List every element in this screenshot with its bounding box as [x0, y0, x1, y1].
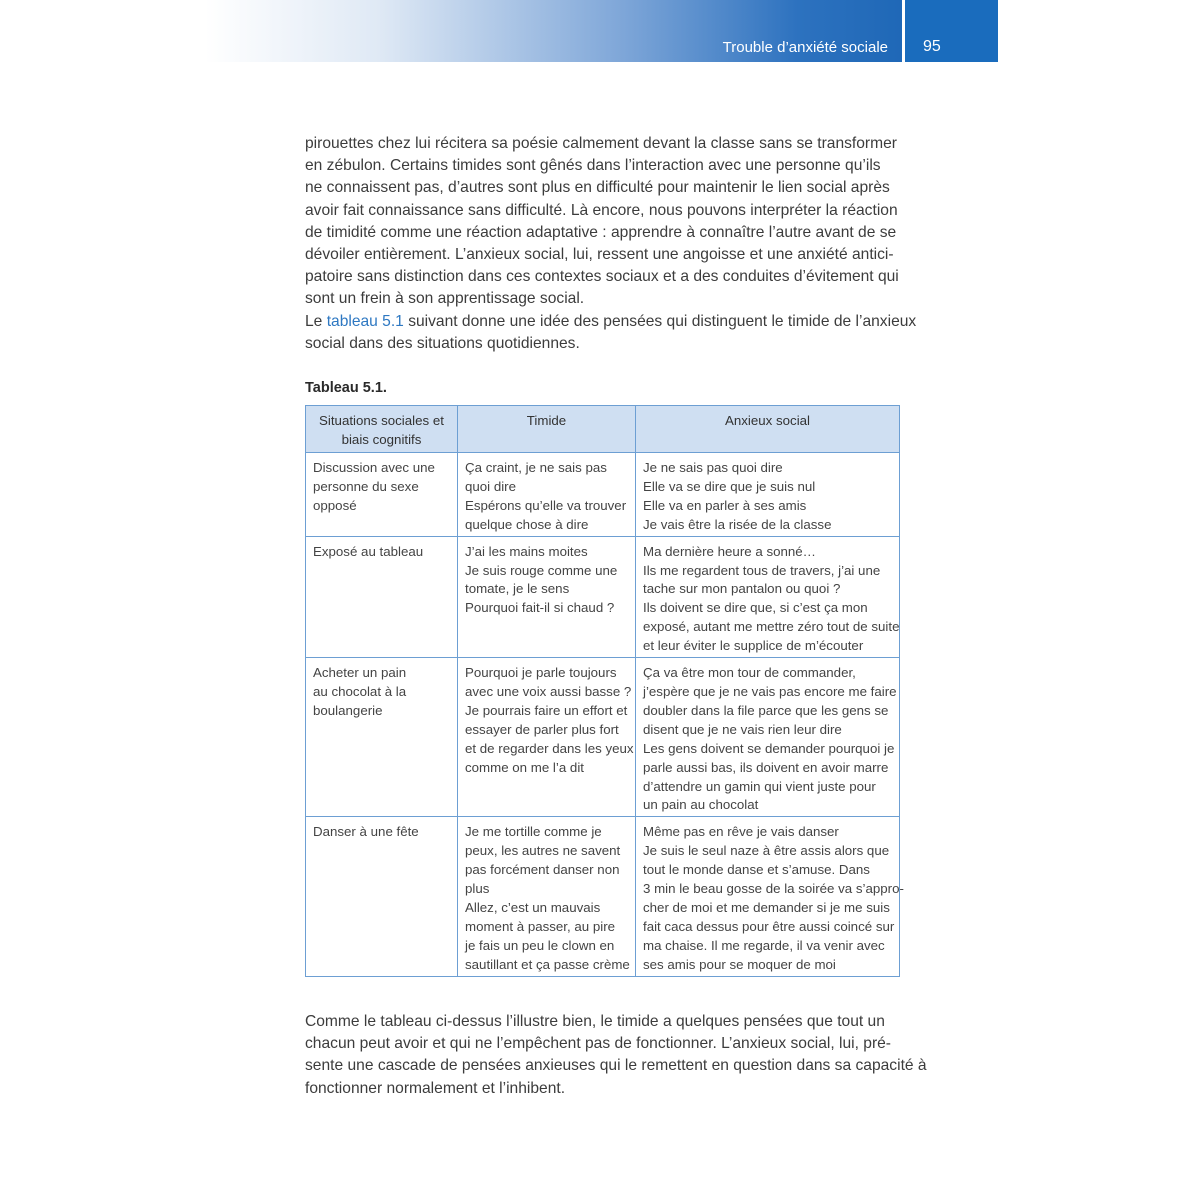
cell-line: 3 min le beau gosse de la soirée va s’appro-: [643, 881, 904, 897]
header-line: biais cognitifs: [341, 431, 422, 447]
cell-line: Espérons qu’elle va trouver: [465, 497, 627, 513]
table-row: [306, 453, 900, 537]
text-line: patoire sans distinction dans ces contextes sociaux et a des conduites d’évitement qui: [305, 268, 899, 286]
cell-line: fait caca dessus pour être aussi coincé sur: [643, 918, 895, 934]
cell-line: disent que je ne vais rien leur dire: [643, 721, 842, 737]
cell-line: Je me tortille comme je: [465, 824, 602, 840]
cell-line: Ils me regardent tous de travers, j’ai une: [643, 562, 881, 578]
chapter-title: Trouble d’anxiété sociale: [722, 39, 888, 56]
header-line: Timide: [526, 413, 567, 428]
text-line: sont un frein à son apprentissage social.: [305, 290, 585, 308]
table-row: [306, 817, 900, 976]
text-line: pirouettes chez lui récitera sa poésie calmement devant la classe sans se transformer: [305, 135, 897, 152]
cell-line: Exposé au tableau: [313, 543, 424, 559]
cell-line: opposé: [313, 497, 357, 513]
text-line: de timidité comme une réaction adaptative : apprendre à connaître l’autre avant de se: [305, 223, 897, 241]
header-anxieux: [636, 406, 900, 453]
table-row: [306, 658, 900, 817]
cell-timide: [458, 536, 636, 657]
cell-timide: [458, 817, 636, 976]
cell-line: un pain au chocolat: [643, 797, 759, 813]
cell-line: tomate, je le sens: [465, 581, 570, 597]
text-line: chacun peut avoir et qui ne l’empêchent pas de fonctionner. L’anxieux social, lui, pré-: [305, 1035, 891, 1053]
header-line: Situations sociales et: [319, 413, 444, 428]
cell-line: peux, les autres ne savent: [465, 843, 621, 859]
cell-line: sautillant et ça passe crème: [465, 956, 630, 972]
cell-line: Acheter un pain: [313, 665, 407, 681]
paragraph-conclusion: [305, 1011, 927, 1100]
cell-line: ses amis pour se moquer de moi: [643, 956, 836, 972]
cell-line: Elle va se dire que je suis nul: [643, 478, 816, 494]
text-line: Comme le tableau ci-dessus l’illustre bien, le timide a quelques pensées que tout un: [305, 1013, 885, 1030]
cell-timide: [458, 453, 636, 537]
cell-line: Elle va en parler à ses amis: [643, 497, 807, 513]
cell-line: personne du sexe: [313, 478, 419, 494]
cell-line: d’attendre un gamin qui vient juste pour: [643, 778, 876, 794]
cell-situation: [306, 817, 458, 976]
table-row: [306, 536, 900, 657]
cell-line: Danser à une fête: [313, 824, 419, 840]
cell-line: Je suis le seul naze à être assis alors que: [643, 843, 890, 859]
cell-line: comme on me l’a dit: [465, 759, 584, 775]
cell-line: plus: [465, 881, 490, 897]
comparison-table: [305, 405, 904, 977]
cell-anxieux: [636, 658, 900, 817]
cell-line: et de regarder dans les yeux: [465, 740, 634, 756]
cell-line: Pourquoi fait-il si chaud ?: [465, 600, 615, 616]
page-number: 95: [923, 38, 941, 55]
cell-line: tout le monde danse et s’amuse. Dans: [643, 862, 870, 878]
cell-line: moment à passer, au pire: [465, 918, 616, 934]
cell-line: parle aussi bas, ils doivent en avoir marre: [643, 759, 889, 775]
cell-line: Pourquoi je parle toujours: [465, 665, 617, 681]
cell-line: quoi dire: [465, 478, 517, 494]
text-line: sente une cascade de pensées anxieuses qui le remettent en question dans sa capacité à: [305, 1057, 927, 1075]
cell-line: doubler dans la file parce que les gens se: [643, 702, 889, 718]
text-fragment: Le: [305, 313, 327, 330]
text-line: dévoiler entièrement. L’anxieux social, lui, ressent une angoisse et une anxiété antici-: [305, 246, 894, 264]
text-line: ne connaissent pas, d’autres sont plus en difficulté pour maintenir le lien social après: [305, 179, 890, 197]
cell-line: Ma dernière heure a sonné…: [643, 543, 816, 559]
cell-line: Je suis rouge comme une: [465, 562, 618, 578]
cell-line: Je vais être la risée de la classe: [643, 516, 832, 532]
cell-line: ma chaise. Il me regarde, il va venir avec: [643, 937, 885, 953]
cell-line: J’ai les mains moites: [465, 543, 588, 559]
table-reference-link[interactable]: tableau 5.1: [326, 313, 404, 330]
cell-line: Discussion avec une: [313, 460, 435, 475]
cell-timide: [458, 658, 636, 817]
cell-line: Même pas en rêve je vais danser: [643, 824, 839, 840]
cell-situation: [306, 453, 458, 537]
chapter-header-band: [205, 0, 902, 62]
cell-line: pas forcément danser non: [465, 862, 620, 878]
cell-anxieux: [636, 453, 900, 537]
cell-line: au chocolat à la: [313, 683, 407, 699]
cell-line: essayer de parler plus fort: [465, 721, 619, 737]
text-line: [305, 311, 917, 333]
table-header-row: [306, 406, 900, 453]
cell-line: Je pourrais faire un effort et: [465, 702, 628, 718]
cell-line: Allez, c’est un mauvais: [465, 899, 601, 915]
text-fragment: suivant donne une idée des pensées qui distinguent le timide de l’anxieux: [403, 313, 917, 330]
paragraph-table-reference: [305, 311, 917, 355]
cell-situation: [306, 658, 458, 817]
header-timide: [458, 406, 636, 453]
cell-anxieux: [636, 817, 904, 976]
cell-line: Ça craint, je ne sais pas: [465, 460, 607, 475]
text-line: en zébulon. Certains timides sont gênés dans l’interaction avec une personne qu’ils: [305, 157, 881, 175]
page-number-box: [905, 0, 998, 62]
cell-line: Je ne sais pas quoi dire: [643, 460, 783, 475]
table-caption: Tableau 5.1.: [305, 380, 387, 396]
cell-line: exposé, autant me mettre zéro tout de suite: [643, 619, 900, 635]
paragraph-intro: [305, 133, 898, 311]
cell-line: Les gens doivent se demander pourquoi je: [643, 740, 895, 756]
header-line: Anxieux social: [725, 413, 810, 428]
cell-line: Ça va être mon tour de commander,: [643, 665, 856, 681]
cell-line: boulangerie: [313, 702, 383, 718]
text-line: fonctionner normalement et l’inhibent.: [305, 1079, 566, 1097]
cell-line: et leur éviter le supplice de m’écouter: [643, 638, 864, 654]
cell-line: avec une voix aussi basse ?: [465, 683, 632, 699]
header-situations: [306, 406, 458, 453]
text-line: social dans des situations quotidiennes.: [305, 335, 580, 353]
cell-line: quelque chose à dire: [465, 516, 589, 532]
cell-situation: [306, 536, 458, 657]
cell-line: tache sur mon pantalon ou quoi ?: [643, 581, 841, 597]
cell-line: je fais un peu le clown en: [465, 937, 615, 953]
cell-anxieux: [636, 536, 900, 657]
text-line: avoir fait connaissance sans difficulté. Là encore, nous pouvons interpréter la réaction: [305, 201, 898, 219]
cell-line: j’espère que je ne vais pas encore me faire: [643, 683, 897, 699]
cell-line: Ils doivent se dire que, si c’est ça mon: [643, 600, 868, 616]
cell-line: cher de moi et me demander si je me suis: [643, 899, 890, 915]
